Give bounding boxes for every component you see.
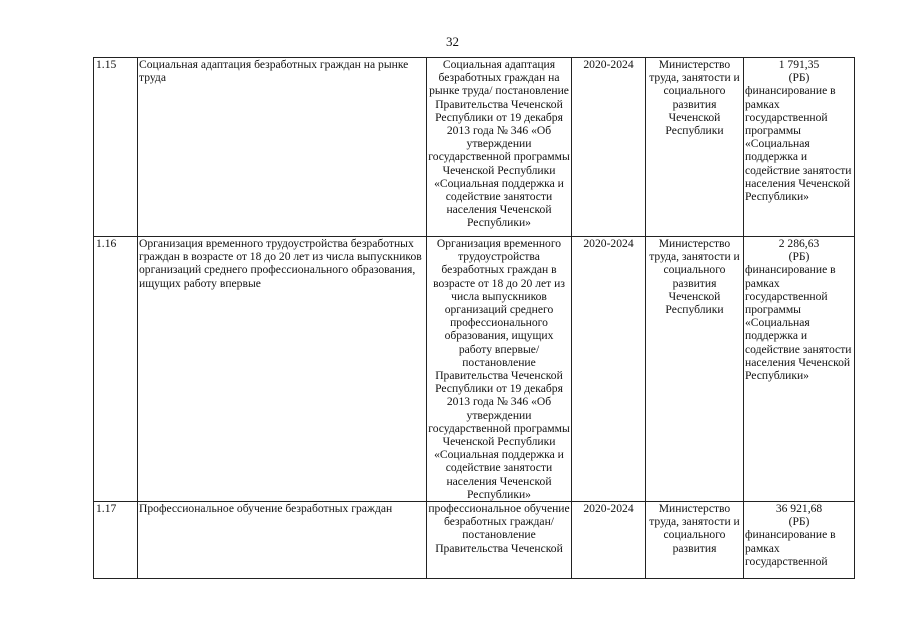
financing-amount: 2 286,63	[778, 237, 820, 250]
financing-cell	[744, 58, 855, 237]
financing-source: (РБ)	[788, 71, 810, 85]
row-number: 1.16	[94, 237, 138, 502]
activity-name: Организация временного трудоустройства безработных граждан в возрасте от 18 до 20 лет из числа выпускников организаций среднего профессионального образования, ищущих работу впервые	[138, 237, 427, 502]
responsible-executor: Министерство труда, занятости и социального развития	[646, 502, 744, 579]
financing-description: финансирование в рамках государственной программы «Социальная поддержка и содействие занятости населения Чеченской Республики»	[745, 84, 852, 204]
responsible-executor: Министерство труда, занятости и социального развития Чеченской Республики	[646, 237, 744, 502]
row-number: 1.17	[94, 502, 138, 579]
table-row	[94, 58, 855, 237]
financing-source: (РБ)	[788, 250, 810, 264]
row-number: 1.15	[94, 58, 138, 237]
implementation-years: 2020-2024	[572, 237, 646, 502]
implementation-years: 2020-2024	[572, 502, 646, 579]
table-row	[94, 502, 855, 579]
financing-cell	[744, 237, 855, 502]
program-table	[93, 57, 855, 579]
financing-amount: 1 791,35	[778, 58, 820, 71]
table-row	[94, 237, 855, 502]
financing-amount: 36 921,68	[775, 502, 823, 516]
legal-basis: Социальная адаптация безработных граждан на рынке труда/ постановление Правительства Чеченской Республики от 19 декабря 2013 года № 346 «Об утверждении государственной программы Чеченской Республики «Социальная поддержка и содействие занятости населения Чеченской Республики»	[427, 58, 572, 237]
responsible-executor: Министерство труда, занятости и социального развития Чеченской Республики	[646, 58, 744, 237]
financing-description: финансирование в рамках государственной программы «Социальная поддержка и содействие занятости населения Чеченской Республики»	[745, 263, 852, 383]
legal-basis: профессиональное обучение безработных граждан/ постановление Правительства Чеченской	[427, 502, 572, 579]
financing-cell	[744, 502, 855, 579]
financing-source: (РБ)	[788, 515, 810, 529]
legal-basis: Организация временного трудоустройства безработных граждан в возрасте от 18 до 20 лет из числа выпускников организаций среднего профессионального образования, ищущих работу впервые/ постановление Правительства Чеченской Республики от 19 декабря 2013 года № 346 «Об утверждении государственной программы Чеченской Республики «Социальная поддержка и содействие занятости населения Чеченской Республики»	[428, 237, 570, 501]
financing-description: финансирование в рамках государственной	[745, 528, 836, 568]
activity-name: Профессиональное обучение безработных граждан	[138, 502, 427, 579]
implementation-years: 2020-2024	[572, 58, 646, 237]
page-number: 32	[446, 34, 459, 49]
activity-name: Социальная адаптация безработных граждан на рынке труда	[138, 58, 427, 237]
